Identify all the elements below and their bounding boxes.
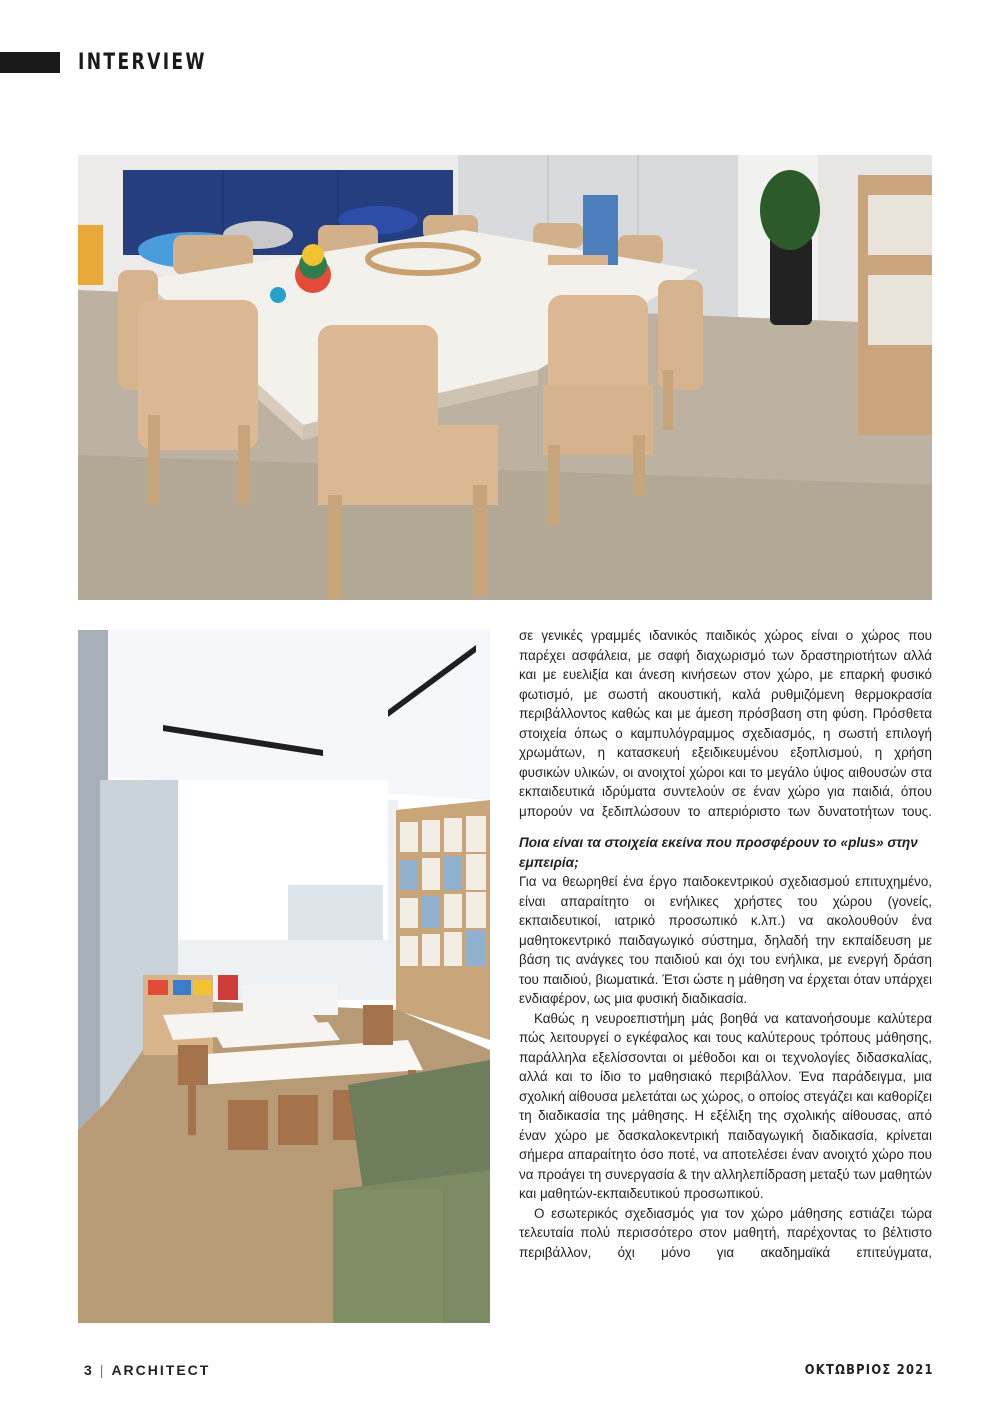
magazine-name: ARCHITECT [111,1362,211,1378]
article-paragraph: Για να θεωρηθεί ένα έργο παιδοκεντρικού σχεδιασμού επιτυχημένο, είναι απαραίτητο οι ενήλικες χρήστες του χώρου (γονείς, εκπαιδευτικοί, ιατρικό προσωπικό κ.λπ.) να ακολουθούν ένα μαθητοκεντρικό παιδαγωγικό σύστημα, δηλαδή την εκπαίδευση με βάση τις ανάγκες του παιδιού και όχι του ενήλικα, με ενεργή δράση του παιδιού, βιωματικά. Έτσι ώστε η μάθηση να έρχεται όταν υπάρχει ενδιαφέρον, ως μια φυσική διαδικασία. [519,874,932,1006]
footer-folio [84,1362,210,1378]
article-paragraph: σε γενικές γραμμές ιδανικός παιδικός χώρος είναι ο χώρος που παρέχει ασφάλεια, με σαφή διαχωρισμό των δραστηριοτήτων αλλά και με ευελιξία και άνεση κινήσεων στον χώρο, με επαρκή φυσικό φωτισμό, με σωστή ακουστική, καλά ρυθμιζόμενη θερμοκρασία περιβάλλοντος καθώς και με άμεση πρόσβαση στη φύση. Πρόσθετα στοιχεία όπως ο καμπυλόγραμμος σχεδιασμός, η σωστή επιλογή χρωμάτων, η κατασκευή εξειδικευμένου εξοπλισμού, η χρήση φυσικών υλικών, οι ανοιχτοί χώροι και το μεγάλο ύψος αιθουσών στα εκπαιδευτικά ιδρύματα συντελούν σε έναν χώρο για παιδιά, όπου μπορούν να ξεδιπλώσουν το απεριόριστο των δυνατοτήτων τους. [519,628,932,819]
footer-separator: | [99,1362,106,1378]
section-label: INTERVIEW [78,50,207,75]
section-marker-bar [0,52,60,73]
classroom-table-photo [78,155,932,600]
page-number: 3 [84,1362,94,1378]
article-paragraph: Καθώς η νευροεπιστήμη μάς βοηθά να κατανοήσουμε καλύτερα πώς λειτουργεί ο εγκέφαλος και τους καλύτερους τρόπους μάθησης, παράλληλα εξελίσσονται οι μέθοδοι και οι τεχνολογίες διδασκαλίας, αλλά και το ίδιο το μαθησιακό περιβάλλον. Ένα παράδειγμα, μια σχολική αίθουσα μελετάται ως χώρος, ο οποίος στεγάζει και καθορίζει τη διαδικασία της μάθησης. Η εξέλιξη της σχολικής αίθουσας, από έναν χώρο με δασκαλοκεντρική παιδαγωγική διαδικασία, κρίνεται σήμερα απαραίτητο όσο ποτέ, να αποτελέσει έναν ανοιχτό χώρο που να προάγει τη συνεργασία & την αλληλεπίδραση μεταξύ των μαθητών και μαθητών-εκπαιδευτικού προσωπικού. [519,1010,932,1201]
issue-date: ΟΚΤΩΒΡΙΟΣ 2021 [804,1362,934,1378]
interview-question: Ποια είναι τα στοιχεία εκείνα που προσφέρουν το «plus» στην εμπειρία; [519,835,918,870]
article-body [519,626,932,1262]
classroom-interior-photo [78,630,490,1323]
article-paragraph: Ο εσωτερικός σχεδιασμός για τον χώρο μάθησης εστιάζει τώρα τελευταία πολύ περισσότερο στον μαθητή, παρέχοντας το βέλτιστο περιβάλλον, όχι μόνο για ακαδημαϊκά επιτεύγματα, [519,1205,932,1260]
